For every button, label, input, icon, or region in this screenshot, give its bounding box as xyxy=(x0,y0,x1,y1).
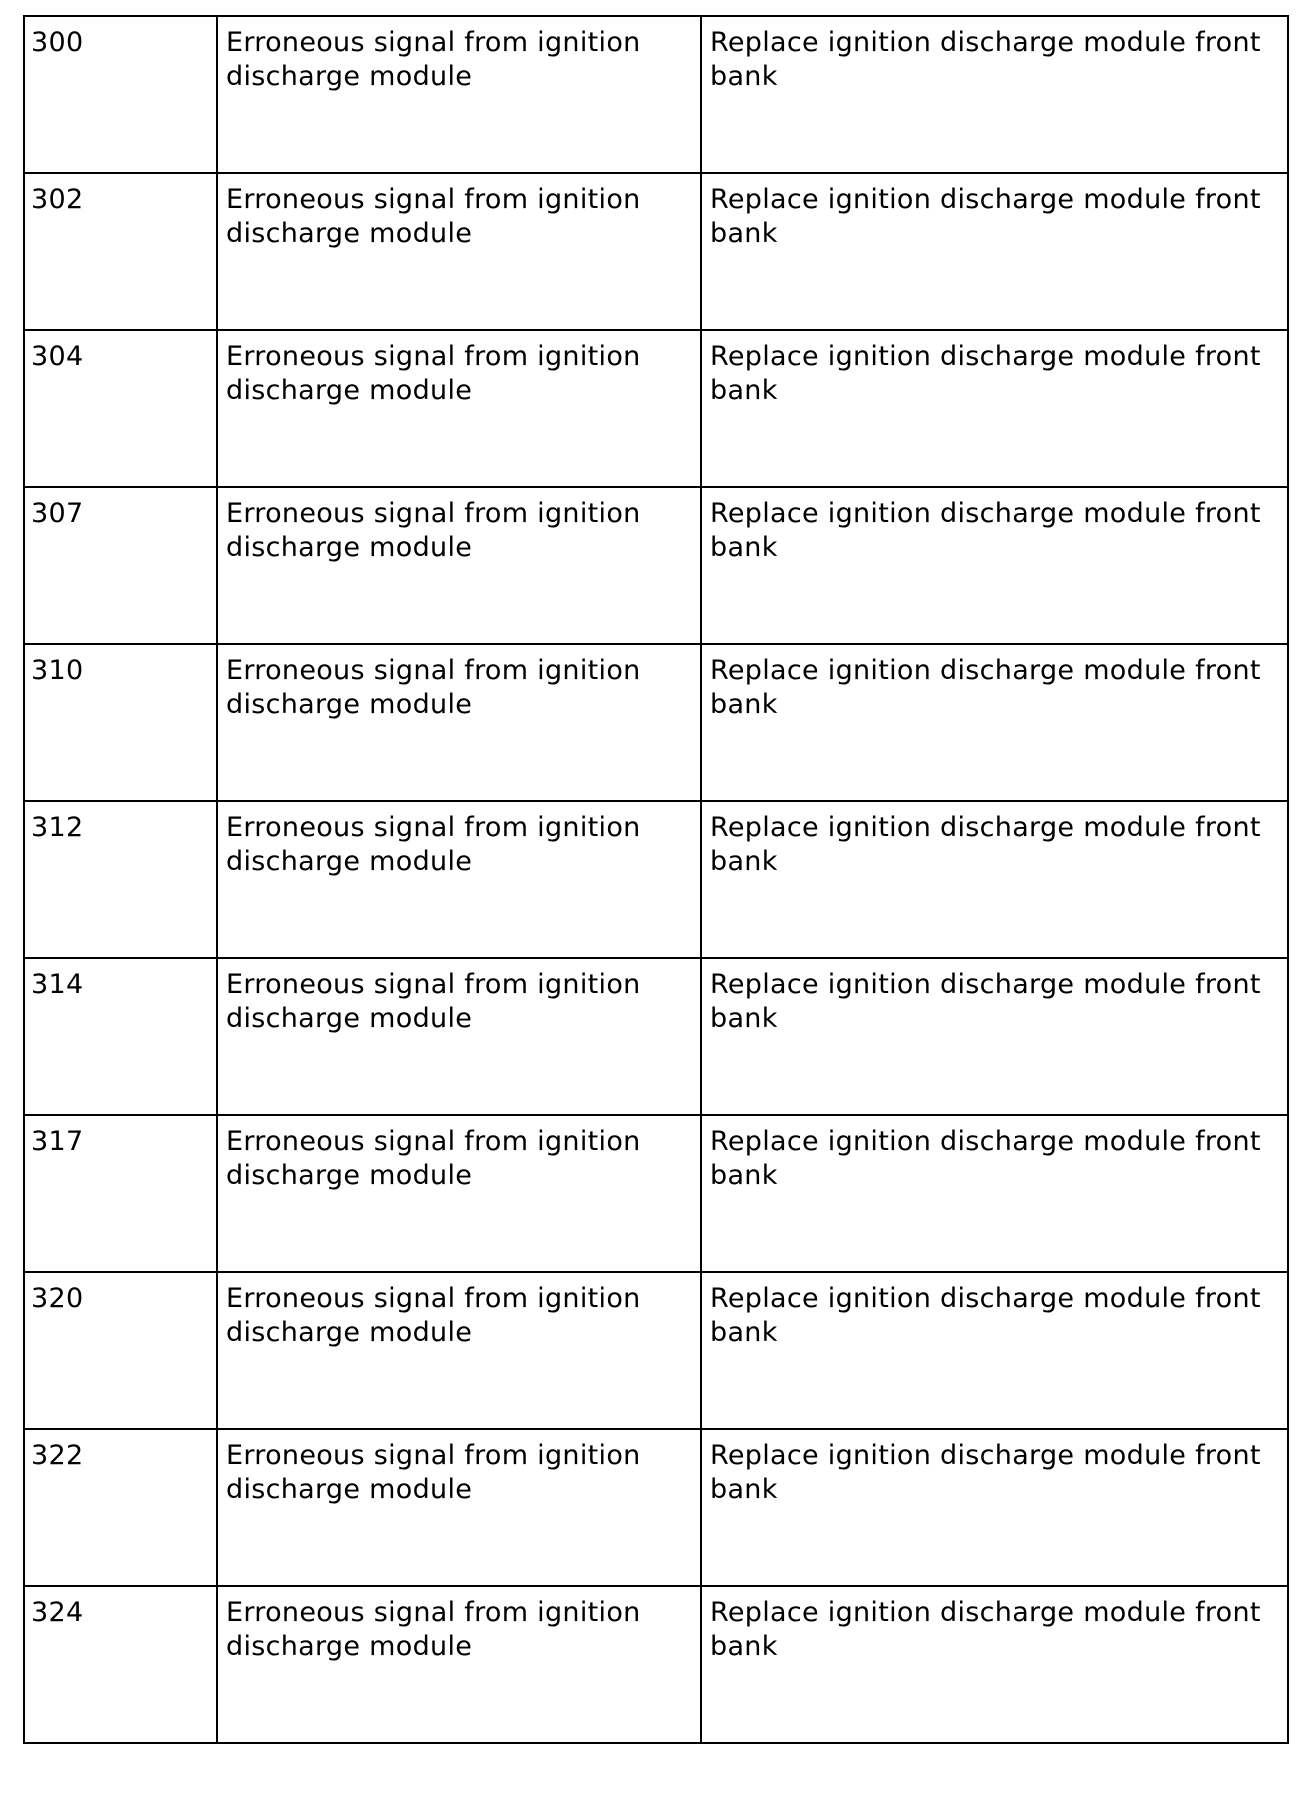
table-row xyxy=(24,1429,1288,1586)
fault-code-cell: 310 xyxy=(24,644,217,801)
table-row xyxy=(24,644,1288,801)
corrective-action-cell: Replace ignition discharge module front bank xyxy=(701,1272,1288,1429)
corrective-action-cell: Replace ignition discharge module front bank xyxy=(701,1586,1288,1743)
fault-code-cell: 302 xyxy=(24,173,217,330)
fault-code-table xyxy=(23,15,1289,1744)
corrective-action-cell: Replace ignition discharge module front bank xyxy=(701,801,1288,958)
table-row xyxy=(24,801,1288,958)
fault-code-cell: 324 xyxy=(24,1586,217,1743)
table-row xyxy=(24,1586,1288,1743)
fault-code-cell: 317 xyxy=(24,1115,217,1272)
table-row xyxy=(24,1272,1288,1429)
fault-description-cell: Erroneous signal from ignition discharge module xyxy=(217,1272,701,1429)
fault-description-cell: Erroneous signal from ignition discharge module xyxy=(217,801,701,958)
fault-code-table-body xyxy=(24,16,1288,1743)
fault-code-cell: 304 xyxy=(24,330,217,487)
fault-description-cell: Erroneous signal from ignition discharge module xyxy=(217,1115,701,1272)
table-row xyxy=(24,16,1288,173)
corrective-action-cell: Replace ignition discharge module front bank xyxy=(701,173,1288,330)
fault-description-cell: Erroneous signal from ignition discharge module xyxy=(217,487,701,644)
table-row xyxy=(24,487,1288,644)
table-row xyxy=(24,330,1288,487)
fault-code-cell: 322 xyxy=(24,1429,217,1586)
fault-code-cell: 312 xyxy=(24,801,217,958)
fault-code-cell: 314 xyxy=(24,958,217,1115)
fault-code-cell: 307 xyxy=(24,487,217,644)
corrective-action-cell: Replace ignition discharge module front bank xyxy=(701,644,1288,801)
table-row xyxy=(24,958,1288,1115)
table-row xyxy=(24,1115,1288,1272)
fault-description-cell: Erroneous signal from ignition discharge module xyxy=(217,16,701,173)
fault-code-cell: 300 xyxy=(24,16,217,173)
fault-description-cell: Erroneous signal from ignition discharge module xyxy=(217,1586,701,1743)
fault-description-cell: Erroneous signal from ignition discharge module xyxy=(217,958,701,1115)
corrective-action-cell: Replace ignition discharge module front bank xyxy=(701,1115,1288,1272)
corrective-action-cell: Replace ignition discharge module front bank xyxy=(701,958,1288,1115)
fault-description-cell: Erroneous signal from ignition discharge module xyxy=(217,1429,701,1586)
fault-description-cell: Erroneous signal from ignition discharge module xyxy=(217,173,701,330)
fault-description-cell: Erroneous signal from ignition discharge module xyxy=(217,644,701,801)
corrective-action-cell: Replace ignition discharge module front bank xyxy=(701,1429,1288,1586)
table-row xyxy=(24,173,1288,330)
fault-code-cell: 320 xyxy=(24,1272,217,1429)
corrective-action-cell: Replace ignition discharge module front bank xyxy=(701,487,1288,644)
fault-description-cell: Erroneous signal from ignition discharge module xyxy=(217,330,701,487)
corrective-action-cell: Replace ignition discharge module front bank xyxy=(701,330,1288,487)
corrective-action-cell: Replace ignition discharge module front bank xyxy=(701,16,1288,173)
